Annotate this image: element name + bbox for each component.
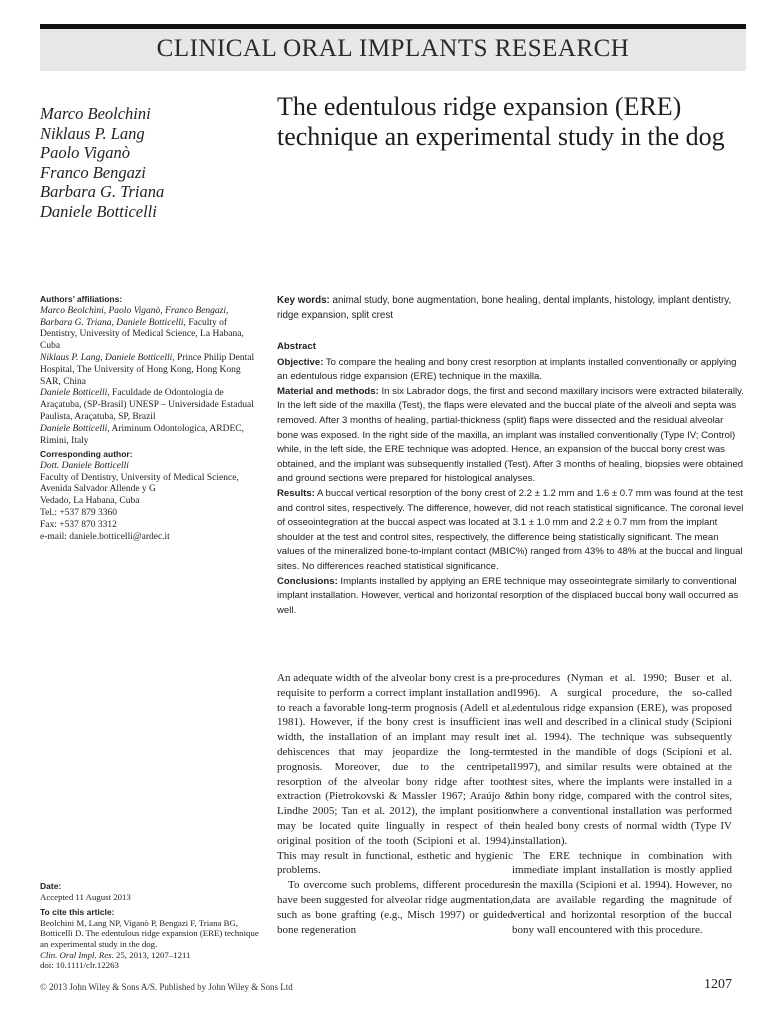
body-paragraph: procedures (Nyman et al. 1990; Buser et al. 1996). A surgical procedure, the so-called edentulous ridge expansion (ERE), was proposed as well and described in a clinical study (Scipioni et al. 1994). The technique was subsequently tested in the mandible of dogs (Scipioni et al. 1997), and similar results were obtained at the test sites, where the implants were installed in a thin bony ridge, compared with the control sites, where a conventional installation was performed in healed bony crests of normal width (Type IV installation). [512, 672, 732, 847]
affiliation-entry: Daniele Botticelli, Ariminum Odontologica, ARDEC, Rimini, Italy [40, 423, 244, 446]
affiliation-entry: Niklaus P. Lang, Daniele Botticelli, Prince Philip Dental Hospital, The University of Hong Kong, Hong Kong SAR, China [40, 352, 255, 387]
abstract-results: Results: A buccal vertical resorption of the bony crest of 2.2 ± 1.2 mm and 1.6 ± 0.7 mm was found at the test and control sites, respectively. The difference, however, did not reach statistical significance. The coronal level of osseointegration at the buccal aspect was located at 3.1 ± 1.0 mm and 2.2 ± 0.7 mm from the implant shoulder at the test and control sites, respectively, the difference being statistically significant. The mean values of the mineralized bone-to-implant contact (MBIC%) ranged from 43% to 48% at the buccal and lingual sites. No differences reached statistical significance. [277, 487, 744, 572]
keywords: Key words: animal study, bone augmentation, bone healing, dental implants, histology, implant dentistry, ridge expansion, split crest [277, 295, 732, 321]
cite-heading: To cite this article: [40, 907, 115, 918]
author-name: Barbara G. Triana [40, 182, 165, 201]
abstract-objective: Objective: To compare the healing and bony crest resorption at implants installed conventionally or applying an edentulous ridge expansion (ERE) technique in the maxilla. [277, 356, 737, 383]
copyright-footer: © 2013 John Wiley & Sons A/S. Published by John Wiley & Sons Ltd [40, 982, 293, 992]
abstract-heading: Abstract [277, 341, 316, 352]
abstract-conclusions: Conclusions: Implants installed by applying an ERE technique may osseointegrate similarly to conventional implant installation. However, vertical and horizontal resorption of the displaced buccal bony wall occurred as well. [277, 575, 739, 616]
fax: Fax: +537 870 3312 [40, 519, 117, 530]
corresponding-heading: Corresponding author: [40, 449, 133, 459]
affiliation-entry: Daniele Botticelli, Faculdade de Odontologia de Araçatuba, (SP-Brasil) UNESP – Universidade Estadual Paulista, Araçatuba, SP, Brazil [40, 388, 254, 422]
doi: doi: 10.1111/clr.12263 [40, 960, 119, 971]
body-paragraph: To overcome such problems, different procedures have been suggested for alveolar ridge augmentation, such as bone grafting (e.g., Misch 1997) or guided bone regeneration [277, 879, 513, 936]
address-line: Avenida Salvador Allende y G [40, 484, 156, 495]
body-column-left [277, 671, 513, 937]
affiliation-entry: Marco Beolchini, Paolo Viganò, Franco Bengazi, Barbara G. Triana, Daniele Botticelli, Faculty of Dentistry, University of Medical Science, La Habana, Cuba [40, 305, 244, 352]
accepted-date: Accepted 11 August 2013 [40, 891, 131, 902]
abstract [277, 340, 747, 618]
journal-banner [40, 29, 746, 71]
corresponding-author [40, 449, 262, 543]
author-name: Paolo Viganò [40, 143, 130, 162]
phone: Tel.: +537 879 3360 [40, 507, 117, 518]
citation: Beolchini M, Lang NP, Viganò P, Bengazi F, Triana BG, Botticelli D. The edentulous ridge expansion (ERE) technique an experimental study in the dog. Clin. Oral Impl. Res. 25, 2013, 1207–1211 [40, 917, 259, 960]
body-paragraph: An adequate width of the alveolar bony crest is a pre-requisite to perform a correct implant installation and to reach a favorable long-term prognosis (Adell et al. 1981). However, if the bony crest is insufficient in width, the installation of an implant may result in dehiscences that may jeopardize the long-term prognosis. Moreover, due to the centripetal resorption of the alveolar bony ridge after tooth extraction (Pietrokovski & Massler 1967; Araújo & Lindhe 2005; Tan et al. 2012), the implant position may be located quite lingually in respect of the original position of the tooth (Scipioni et al. 1994). This may result in functional, esthetic and hygienic problems. [277, 672, 513, 877]
author-name: Franco Bengazi [40, 162, 146, 182]
authors-affiliations [40, 294, 262, 447]
journal-title: CLINICAL ORAL IMPLANTS RESEARCH [156, 35, 630, 62]
email: e-mail: daniele.botticelli@ardec.it [40, 531, 170, 542]
corresponding-name: Dott. Daniele Botticelli [40, 460, 129, 471]
body-column-right [512, 671, 732, 937]
article-title: The edentulous ridge expansion (ERE) technique an experimental study in the dog [277, 92, 725, 151]
abstract-methods: Material and methods: In six Labrador dogs, the first and second maxillary incisors were extracted bilaterally. In the left side of the maxilla (Test), the flaps were elevated and the buccal plate of the alveoli and septa was removed. After 3 months of healing, partial-thickness (split) flaps were dissected and the residual alveolar bone was exposed. In the right side of the maxilla, an implant was installed conventionally (Type IV; Control) while, in the left side, the ERE technique was adopted. Hence, an expansion of the buccal bony crest was obtained, and the implant was subsequently installed (Test). After 3 months of healing, biopsies were obtained and ground sections were prepared for histological analyses. [277, 385, 744, 485]
author-list [40, 104, 260, 221]
address-line: Vedado, La Habana, Cuba [40, 496, 140, 507]
body-paragraph: The ERE technique in combination with immediate implant installation is mostly applied in the maxilla (Scipioni et al. 1994). However, no data are available regarding the magnitude of vertical and horizontal resorption of the buccal bony wall encountered with this procedure. [512, 849, 732, 936]
article-dates [40, 881, 262, 971]
date-heading: Date: [40, 881, 62, 891]
author-name: Daniele Botticelli [40, 201, 157, 221]
address-line: Faculty of Dentistry, University of Medical Science, [40, 472, 239, 483]
page-number: 1207 [704, 977, 732, 992]
affiliations-heading: Authors’ affiliations: [40, 294, 123, 304]
author-name: Marco Beolchini [40, 104, 151, 123]
author-name: Niklaus P. Lang [40, 123, 145, 143]
